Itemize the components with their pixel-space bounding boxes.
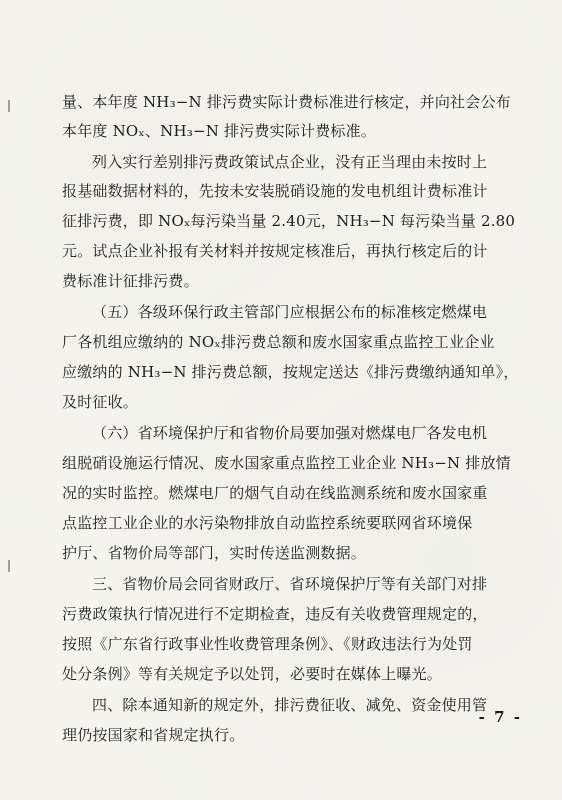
text-line: 本年度 NOₓ、NH₃−N 排污费实际计费标准。	[62, 122, 377, 140]
text-line: 按照《广东省行政事业性收费管理条例》、《财政违法行为处罚	[62, 635, 473, 653]
text-line: 元。试点企业补报有关材料并按规定核准后，再执行核定后的计	[62, 242, 488, 260]
paragraph-first-line: 三、省物价局会同省财政厅、省环境保护厅等有关部门对排	[92, 575, 488, 593]
text-line: 及时征收。	[62, 393, 139, 411]
scan-edge-mark	[8, 560, 10, 572]
text-line: 应缴纳的 NH₃−N 排污费总额，按规定送达《排污费缴纳通知单》，	[62, 363, 519, 381]
text-line: 费标准计征排污费。	[62, 272, 199, 290]
text-line: 量、本年度 NH₃−N 排污费实际计费标准进行核定，并向社会公布	[62, 93, 511, 111]
scan-edge-mark	[8, 100, 10, 112]
text-line: 点监控工业企业的水污染物排放自动监控系统要联网省环境保	[62, 514, 473, 532]
text-line: 处分条例》等有关规定予以处罚，必要时在媒体上曝光。	[62, 665, 443, 683]
paragraph-first-line: （六）省环境保护厅和省物价局要加强对燃煤电厂各发电机	[92, 424, 488, 442]
text-line: 厂各机组应缴纳的 NOₓ排污费总额和废水国家重点监控工业企业	[62, 333, 495, 351]
paragraph-first-line: 列入实行差别排污费政策试点企业，没有正当理由未按时上	[92, 153, 488, 171]
text-line: 污费政策执行情况进行不定期检查，违反有关收费管理规定的，	[62, 605, 488, 623]
text-line: 组脱硝设施运行情况、废水国家重点监控工业企业 NH₃−N 排放情	[62, 454, 511, 472]
text-line: 报基础数据材料的，先按未安装脱硝设施的发电机组计费标准计	[62, 182, 488, 200]
text-line: 征排污费，即 NOₓ每污染当量 2.40元，NH₃−N 每污染当量 2.80	[62, 212, 516, 230]
text-line: 护厅、省物价局等部门，实时传送监测数据。	[62, 544, 367, 562]
text-line: 理仍按国家和省规定执行。	[62, 726, 245, 744]
paragraph-first-line: （五）各级环保行政主管部门应根据公布的标准核定燃煤电	[92, 303, 488, 321]
paragraph-first-line: 四、除本通知新的规定外，排污费征收、减免、资金使用管	[92, 696, 488, 714]
text-line: 况的实时监控。燃煤电厂的烟气自动在线监测系统和废水国家重	[62, 484, 488, 502]
page-number: - 7 -	[478, 708, 522, 726]
